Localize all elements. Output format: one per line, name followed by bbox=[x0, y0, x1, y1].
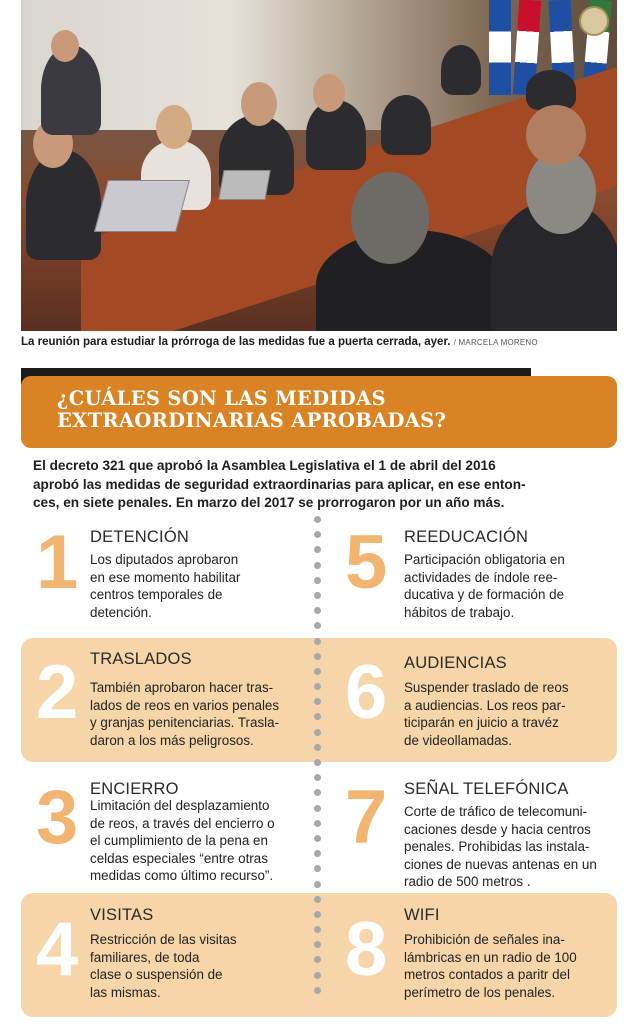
item-body bbox=[404, 931, 619, 1001]
item-line: celdas especiales “entre otras bbox=[90, 850, 268, 866]
flag-shape bbox=[489, 0, 511, 95]
item-line: penales. Prohibidas las instala- bbox=[404, 839, 590, 854]
item-title: TRASLADOS bbox=[90, 650, 192, 668]
item-title: VISITAS bbox=[90, 906, 154, 924]
item-body bbox=[404, 551, 619, 621]
item-line: Prohibición de señales ina- bbox=[404, 932, 565, 947]
item-body bbox=[90, 551, 305, 621]
item-number: 5 bbox=[345, 520, 388, 605]
item-line: Limitación del desplazamiento bbox=[90, 798, 270, 813]
item-title: AUDIENCIAS bbox=[404, 654, 507, 672]
intro-line: ces, en siete penales. En marzo del 2017 se prorrogaron por un año más. bbox=[33, 495, 505, 510]
person-head bbox=[313, 74, 345, 112]
item-line: de videollamadas. bbox=[404, 732, 512, 748]
item-number: 7 bbox=[345, 775, 388, 860]
person-shape bbox=[526, 70, 576, 110]
item-number: 6 bbox=[345, 650, 388, 735]
item-body bbox=[90, 931, 305, 1001]
person-shape bbox=[381, 95, 431, 155]
caption-text: La reunión para estudiar la prórroga de las medidas fue a puerta cerrada, ayer. bbox=[21, 336, 451, 348]
item-body bbox=[404, 803, 618, 891]
item-line: lámbricas en un radio de 100 bbox=[404, 949, 577, 965]
item-line: hábitos de trabajo. bbox=[404, 604, 515, 620]
seal-shape bbox=[579, 6, 609, 36]
photo-credit: / MARCELA MORENO bbox=[453, 338, 538, 347]
item-line: metros contados a paritr del bbox=[404, 967, 570, 982]
item-line: y granjas penitenciarias. Trasla- bbox=[90, 715, 280, 730]
person-head bbox=[241, 82, 277, 126]
item-line: el cumplimiento de la pena en bbox=[90, 833, 268, 848]
meeting-photo bbox=[21, 0, 617, 331]
item-number: 8 bbox=[345, 907, 388, 992]
item-number: 2 bbox=[36, 650, 79, 735]
item-line: También aprobaron hacer tras- bbox=[90, 680, 274, 695]
item-line: ticiparán en juicio a travéz bbox=[404, 715, 559, 730]
section-title bbox=[57, 388, 446, 432]
item-body bbox=[404, 679, 619, 749]
item-line: perímetro de los penales. bbox=[404, 984, 556, 1000]
laptop-shape bbox=[218, 170, 270, 200]
item-line: Restricción de las visitas bbox=[90, 932, 237, 947]
item-title: WIFI bbox=[404, 906, 440, 924]
section-title-line: ¿CUÁLES SON LAS MEDIDAS bbox=[57, 387, 386, 410]
person-head bbox=[51, 30, 79, 62]
item-body bbox=[90, 679, 312, 749]
item-number: 3 bbox=[36, 775, 79, 860]
item-line: centros temporales de bbox=[90, 587, 223, 602]
item-body bbox=[90, 797, 312, 885]
item-line: caciones desde y hacia centros bbox=[404, 821, 591, 837]
person-shape bbox=[26, 150, 101, 260]
section-title-box bbox=[21, 376, 617, 448]
item-line: actividades de índole ree- bbox=[404, 569, 558, 585]
person-head bbox=[156, 105, 192, 149]
person-head bbox=[351, 172, 429, 264]
item-line: Los diputados aprobaron bbox=[90, 552, 239, 567]
intro-paragraph bbox=[33, 457, 607, 513]
item-line: ducativa y de formación de bbox=[404, 587, 565, 602]
person-shape bbox=[441, 45, 481, 95]
dotted-divider bbox=[314, 516, 322, 1002]
section-title-line: EXTRAORDINARIAS APROBADAS? bbox=[57, 409, 447, 432]
item-title: REEDUCACIÓN bbox=[404, 528, 529, 546]
item-line: en ese momento habilitar bbox=[90, 569, 241, 585]
item-line: de reos, a través del encierro o bbox=[90, 815, 275, 831]
item-title: ENCIERRO bbox=[90, 780, 179, 798]
item-title: DETENCIÓN bbox=[90, 528, 189, 546]
photo-caption bbox=[21, 336, 621, 348]
item-line: ciones de nuevas antenas en un bbox=[404, 856, 597, 872]
item-line: medidas como último recurso”. bbox=[90, 868, 274, 883]
item-line: daron a los más peligrosos. bbox=[90, 732, 254, 748]
item-line: Suspender traslado de reos bbox=[404, 680, 569, 695]
item-line: Corte de tráfico de telecomuni- bbox=[404, 804, 588, 819]
item-number: 4 bbox=[36, 907, 79, 992]
intro-line: aprobó las medidas de seguridad extraordinarias para aplicar, en ese enton- bbox=[33, 476, 526, 492]
item-number: 1 bbox=[36, 520, 79, 605]
item-line: detención. bbox=[90, 604, 152, 620]
intro-line: El decreto 321 que aprobó la Asamblea Legislativa el 1 de abril del 2016 bbox=[33, 458, 496, 473]
item-line: radio de 500 metros . bbox=[404, 874, 531, 889]
item-line: Participación obligatoria en bbox=[404, 552, 565, 567]
person-head bbox=[526, 105, 586, 165]
person-shape bbox=[306, 100, 366, 170]
item-line: las mismas. bbox=[90, 984, 161, 1000]
item-line: lados de reos en varios penales bbox=[90, 697, 280, 713]
item-line: clase o suspensión de bbox=[90, 967, 223, 982]
item-line: familiares, de toda bbox=[90, 949, 200, 965]
item-title: SEÑAL TELEFÓNICA bbox=[404, 780, 569, 798]
laptop-shape bbox=[94, 180, 190, 232]
item-line: a audiencias. Los reos par- bbox=[404, 697, 566, 713]
